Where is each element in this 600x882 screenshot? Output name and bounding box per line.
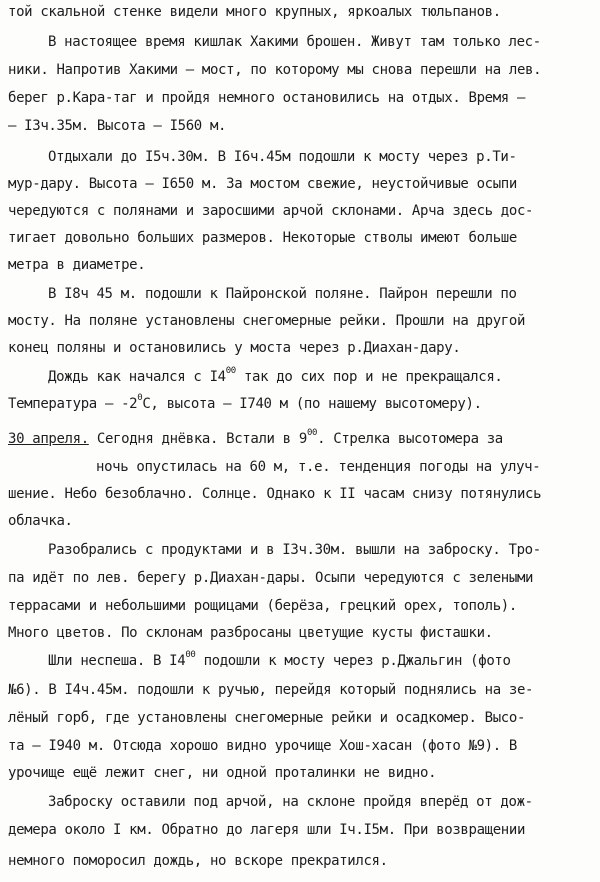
text-line: мосту. На поляне установлены снегомерные рейки. Прошли на другой <box>8 313 526 329</box>
text-segment: . Стрелка высотомера за <box>317 431 503 447</box>
text-segment: Шли неспеша. В I4 <box>48 653 186 669</box>
text-line: метра в диаметре. <box>8 257 146 273</box>
text-line: лёный горб, где установлены снегомерные рейки и осадкомер. Высо- <box>8 710 526 726</box>
text-line: Отдыхали до I5ч.30м. В I6ч.45м подошли к мосту через р.Ти- <box>48 149 517 165</box>
text-segment: подошли к мосту через р.Джальгин (фото <box>195 653 511 669</box>
text-line: немного поморосил дождь, но вскоре прекратился. <box>8 853 388 869</box>
text-line: тигает довольно больших размеров. Некоторые стволы имеют больше <box>8 230 517 246</box>
text-line: берег р.Кара-таг и пройдя немного остановились на отдых. Время – <box>8 90 526 106</box>
text-line: Много цветов. По склонам разбросаны цветущие кусты фисташки. <box>8 625 493 641</box>
entry-date: 30 апреля. <box>8 431 89 447</box>
text-line: шение. Небо безоблачно. Солнце. Однако к II часам снизу потянулись <box>8 486 542 502</box>
text-line: конец поляны и остановились у моста через р.Диахан-дару. <box>8 340 461 356</box>
text-line: Заброску оставили под арчой, на склоне пройдя вперёд от дож- <box>48 794 533 810</box>
text-line: чередуются с полянами и заросшими арчой склонами. Арча здесь дос- <box>8 203 534 219</box>
text-segment: Температура – -2 <box>8 396 138 412</box>
text-line: ники. Напротив Хакими – мост, по которому мы снова перешли на лев. <box>8 62 542 78</box>
text-line: №6). В I4ч.45м. подошли к ручью, перейдя который поднялись на зе- <box>8 682 534 698</box>
text-line: облачка. <box>8 513 73 529</box>
text-line: Разобрались с продуктами и в I3ч.30м. вышли на заброску. Тро- <box>48 542 541 558</box>
text-line: та – I940 м. Отсюда хорошо видно урочище Хош-хасан (фото №9). В <box>8 738 517 754</box>
text-segment: так до сих пор и не прекращался. <box>235 369 503 385</box>
superscript: 00 <box>306 428 318 439</box>
text-line: В I8ч 45 м. подошли к Пайронской поляне. Пайрон перешли по <box>48 286 517 302</box>
text-line <box>8 430 503 448</box>
text-segment: Дождь как начался с I4 <box>48 369 226 385</box>
text-line: – I3ч.35м. Высота – I560 м. <box>8 118 227 134</box>
text-line: урочище ещё лежит снег, ни одной проталинки не видно. <box>8 765 437 781</box>
superscript: 0 <box>137 393 143 404</box>
text-segment: Сегодня днёвка. Встали в 9 <box>88 431 307 447</box>
text-line: демера около I км. Обратно до лагеря шли Iч.I5м. При возвращении <box>8 822 526 838</box>
text-segment: С, высота – I740 м (по нашему высотомеру). <box>142 396 482 412</box>
text-line: террасами и небольшими рощицами (берёза, грецкий орех, тополь). <box>8 598 517 614</box>
text-line: ночь опустилась на 60 м, т.е. тенденция погоды на улуч- <box>96 459 541 475</box>
text-line: той скальной стенке видели много крупных, яркоалых тюльпанов. <box>8 4 501 20</box>
text-line: В настоящее время кишлак Хакими брошен. Живут там только лес- <box>48 34 541 50</box>
text-line <box>48 368 502 386</box>
text-line <box>8 395 482 413</box>
text-line <box>48 652 511 670</box>
text-line: мур-дару. Высота – I650 м. За мостом свежие, неустойчивые осыпи <box>8 176 517 192</box>
text-line: па идёт по лев. берегу р.Диахан-дары. Осыпи чередуются с зелеными <box>8 570 534 586</box>
superscript: 00 <box>225 366 236 377</box>
superscript: 00 <box>185 650 196 661</box>
